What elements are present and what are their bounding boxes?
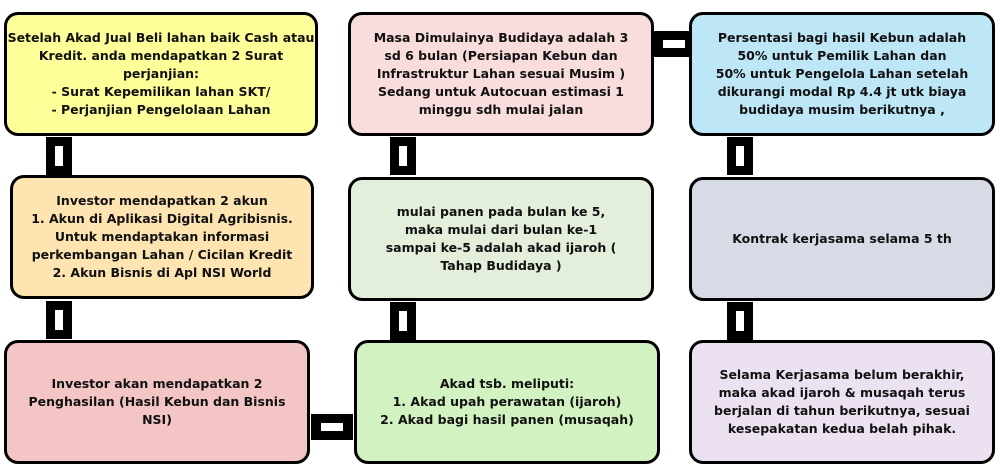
box-line: 50% untuk Pemilik Lahan dan (737, 48, 947, 63)
box-line: Masa Dimulainya Budidaya adalah 3 (373, 30, 629, 45)
connector-5-6 (390, 302, 416, 340)
box-investor-akun (10, 175, 314, 299)
box-line: Untuk mendaptakan informasi (54, 229, 270, 244)
box-line: berjalan di tahun berikutnya, sesuai (714, 403, 970, 418)
box-akad-jual-beli (4, 12, 318, 136)
box-kontrak-kerjasama (689, 177, 995, 301)
box-line: 1. Akad upah perawatan (ijaroh) (392, 394, 622, 409)
box-line: sd 6 bulan (Persiapan Kebun dan (384, 48, 618, 63)
box-line: NSI) (142, 412, 172, 427)
box-line: Penghasilan (Hasil Kebun dan Bisnis (28, 394, 286, 409)
box-akad-meliputi (354, 340, 660, 464)
box-line: maka mulai dari bulan ke-1 (404, 222, 598, 237)
box-line: mulai panen pada bulan ke 5, (396, 204, 606, 219)
box-masa-budidaya (348, 12, 654, 136)
box-line: sampai ke-5 adalah akad ijaroh ( (385, 240, 617, 255)
box-line: 2. Akad bagi hasil panen (musaqah) (380, 412, 634, 427)
box-line: Kredit. anda mendapatkan 2 Surat (38, 48, 284, 63)
box-selama-kerjasama (689, 340, 995, 464)
box-line: Investor akan mendapatkan 2 (51, 376, 263, 391)
box-line: perjanjian: (122, 66, 200, 81)
box-line: minggu sdh mulai jalan (418, 102, 584, 117)
box-line: Kontrak kerjasama selama 5 th (732, 231, 952, 246)
box-line: Investor mendapatkan 2 akun (56, 193, 268, 208)
box-line: Setelah Akad Jual Beli lahan baik Cash atau (7, 30, 315, 45)
box-investor-penghasilan (4, 340, 310, 464)
connector-7-8 (727, 137, 753, 175)
box-line: Persentasi bagi hasil Kebun adalah (717, 30, 967, 45)
box-mulai-panen (348, 177, 654, 301)
box-persentasi-bagi-hasil (689, 12, 995, 136)
box-line: perkembangan Lahan / Cicilan Kredit (31, 247, 293, 262)
box-line: Infrastruktur Lahan sesuai Musim ) (376, 66, 626, 81)
box-line: 50% untuk Pengelola Lahan setelah (715, 66, 969, 81)
box-line: maka akad ijaroh & musaqah terus (718, 385, 966, 400)
connector-2-3 (46, 301, 72, 339)
box-line: dikurangi modal Rp 4.4 jt utk biaya (717, 84, 967, 99)
box-line: - Perjanjian Pengelolaan Lahan (51, 102, 271, 117)
connector-4-5 (390, 137, 416, 175)
connector-1-2 (46, 137, 72, 175)
connector-8-9 (727, 302, 753, 340)
box-line: Akad tsb. meliputi: (439, 376, 575, 391)
box-line: 2. Akun Bisnis di Apl NSI World (52, 265, 272, 280)
box-line: 1. Akun di Aplikasi Digital Agribisnis. (31, 211, 293, 226)
connector-3-6 (311, 414, 353, 440)
box-line: budidaya musim berikutnya , (739, 102, 945, 117)
box-line: - Surat Kepemilikan lahan SKT/ (51, 84, 271, 99)
box-line: Tahap Budidaya ) (440, 258, 562, 273)
box-line: Selama Kerjasama belum berakhir, (719, 367, 965, 382)
box-line: kesepakatan kedua belah pihak. (727, 421, 957, 436)
box-line: Sedang untuk Autocuan estimasi 1 (378, 84, 624, 99)
